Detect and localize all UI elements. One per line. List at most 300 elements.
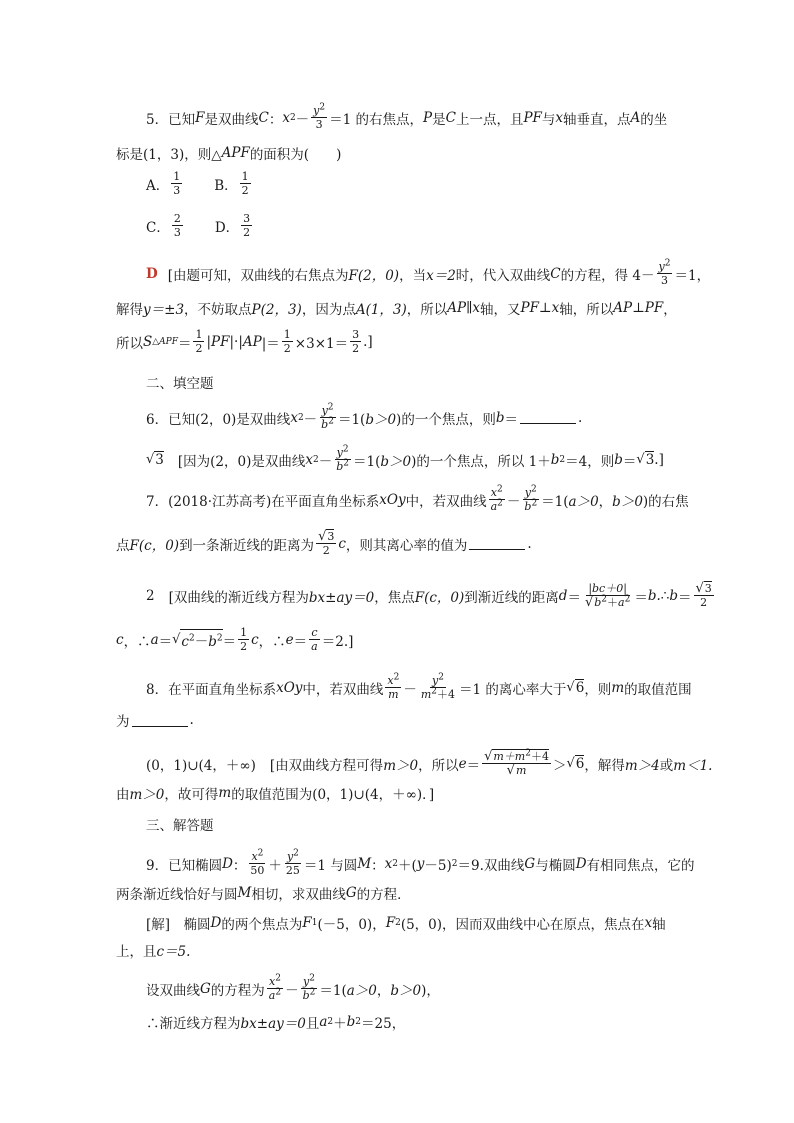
text: ＝4，则 (565, 453, 615, 470)
text: b＞0 (380, 453, 412, 470)
text: 是双曲线 (204, 111, 259, 128)
a6-line1: √ 3 [因为(2，0)是双曲线 x 2 － $\frac{y^2}{b^2}$ ＝1( b＞0 )的一个焦点，所以 1＋ b 2 ＝4，则 b ＝ √ 3 .] (146, 444, 664, 473)
fraction: $\frac{√3}{2}$ (318, 529, 335, 557)
text: ，故可得 (164, 787, 219, 803)
text: 与椭圆 (535, 857, 576, 874)
text: b (336, 460, 344, 473)
text: 2 (283, 342, 291, 355)
text: C (550, 265, 561, 282)
text: y (336, 446, 343, 459)
a9-line3 (146, 975, 440, 1002)
answer-blank (132, 714, 188, 727)
text: F(2，0) (348, 267, 400, 284)
text: 为 (116, 714, 130, 730)
text: 2 (216, 633, 223, 644)
text: 所以 (116, 335, 143, 352)
answer-letter: D (146, 265, 158, 282)
text: ＝1( (337, 411, 366, 428)
text: ＋ (268, 857, 282, 874)
option-d-label: D． (214, 219, 240, 236)
text: 3 (352, 328, 360, 341)
text: 3 (173, 184, 181, 197)
text: ，因为点 (301, 302, 356, 318)
text: a (319, 1014, 328, 1030)
text: [由题可知，双曲线的右焦点为 (167, 267, 349, 284)
text: ＝9.双曲线 (457, 857, 525, 874)
text: y (524, 486, 532, 499)
fraction (350, 328, 361, 355)
text: 2 (309, 987, 316, 998)
text: 2 (531, 498, 538, 509)
text: 2 (343, 458, 350, 469)
text: 2 (393, 672, 400, 683)
text: 9．已知椭圆 (146, 857, 223, 874)
text: 2 (496, 484, 503, 495)
text: 到渐近线的距离 (464, 589, 559, 606)
fraction: $\frac{√m+m^2+4}{√m}$ (484, 748, 549, 778)
text: 2 (275, 987, 282, 998)
a8-line2 (116, 783, 434, 803)
text: (－5，0)， (317, 917, 386, 933)
text: 与 (541, 111, 556, 128)
text: y (313, 104, 320, 117)
text: a (150, 631, 159, 648)
text: a (311, 640, 318, 653)
text: 2 (352, 342, 360, 355)
text: A (242, 333, 253, 350)
text: D (222, 855, 233, 872)
text: m＞4 (624, 757, 660, 774)
q8-line1: 8．在平面直角坐标系 xOy 中，若双曲线 $\frac{x^2}{m}$ － $\frac{y^2}{m^2+4}$ ＝1 的离心率大于 √ 6 ，则 m 的取值范围 (146, 672, 692, 701)
text: ＝1 与圆 (303, 857, 358, 874)
text: x (282, 109, 290, 126)
fraction (385, 674, 401, 701)
text: － (403, 681, 417, 698)
text: .] (654, 451, 664, 468)
text: e (458, 755, 467, 772)
text: 时，代入双曲线 (455, 267, 551, 284)
text: G (524, 855, 536, 872)
text: x (490, 486, 497, 499)
text: ＋4 (530, 750, 549, 763)
text: a (618, 596, 625, 609)
text: b (208, 634, 217, 650)
text: m (611, 679, 625, 696)
text: b (669, 587, 678, 604)
text: ＝1， (674, 267, 711, 284)
q6-line1: 6．已知(2，0)是双曲线 x 2 － $\frac{y^2}{b^2}$ ＝1( b＞0 )的一个焦点，则 b ＝ . (146, 402, 583, 431)
text: ＝ (293, 633, 308, 650)
a9-line2 (116, 940, 190, 960)
a7-line1 (146, 582, 716, 609)
text: . (189, 712, 194, 728)
text: 6 (575, 680, 585, 696)
text: . (527, 535, 532, 552)
text: 7．(2018·江苏高考)在平面直角坐标系 (146, 493, 380, 510)
text: 轴，又 (479, 302, 521, 318)
text: 上一点，且 (455, 111, 524, 128)
q5-options-ab (146, 170, 253, 197)
q7-line2 (116, 530, 532, 557)
fraction (319, 404, 336, 431)
text: － (506, 493, 521, 510)
text: )的右焦 (642, 493, 689, 510)
text: 25 (285, 864, 300, 877)
option-c-label: C． (146, 219, 170, 236)
text: ，焦点 (374, 589, 415, 606)
text: ，当 (399, 267, 427, 284)
text: 2 (431, 686, 438, 697)
text: b (346, 1014, 356, 1030)
text: b (302, 989, 310, 1002)
text: m (420, 688, 432, 701)
text: |bc＋0| (588, 582, 627, 595)
text: b＞0 (390, 982, 422, 999)
text: ，∴ (123, 633, 151, 650)
text: [因为(2，0)是双曲线 (177, 453, 306, 470)
text: 1 (240, 626, 248, 639)
text: ∴ (660, 587, 670, 604)
text: 1 (241, 170, 249, 183)
text: 3 (155, 452, 164, 468)
text: 的方程为 (210, 982, 265, 999)
text: 2 (319, 102, 326, 113)
text: x (555, 109, 564, 126)
text: (5，0) (400, 917, 443, 933)
text: ∴渐近线方程为 (146, 1016, 241, 1032)
text: G (345, 885, 357, 901)
text: c＝5. (156, 944, 191, 960)
text: m＞0 (383, 757, 419, 774)
text: PF (211, 333, 230, 350)
text: PF⊥x (520, 300, 560, 316)
q5-options-cd (146, 212, 254, 239)
text: c (116, 631, 124, 648)
text: M (357, 855, 372, 872)
fraction (309, 626, 320, 653)
text: ＝1( (541, 493, 569, 510)
text: bx±ay＝0 (308, 589, 375, 606)
text: 的取值范围 (624, 681, 692, 698)
a9-line1: [解] 椭圆 D 的两个焦点为 F 1 (－5，0)， F 2 (5，0) ，因而双曲线中心在原点，焦点在 x 轴 (146, 915, 666, 933)
text: 1 (195, 328, 203, 341)
text: c (338, 535, 346, 552)
text: x (387, 674, 394, 687)
text: )， (421, 982, 440, 999)
text: x (384, 855, 393, 872)
q9-line1: 9．已知椭圆 D ： $\frac{x^2}{50}$ ＋ $\frac{y^2}{25}$ ＝1 与圆 M ： x 2 ＋( y －5) 2 ＝9.双曲线 G 与椭圆 D 有相同焦点，它的 (146, 848, 695, 877)
text: －5) (424, 857, 452, 874)
text: b (524, 500, 532, 513)
text: D (575, 855, 587, 872)
a7-line2: c ，∴ a ＝ √ $c^2-b^2$ ＝ $\frac{1}{2}$ c ，∴ e ＝ $\frac{c}{a}$ ＝2.] (116, 626, 354, 653)
fraction (419, 674, 457, 701)
fraction (193, 328, 204, 355)
text: a＞0 (568, 493, 599, 510)
text: ×3×1＝ (294, 335, 349, 352)
text: ： (232, 857, 247, 874)
fraction (248, 850, 266, 877)
fraction (657, 260, 673, 287)
text: 3 (243, 212, 251, 225)
text: 标是(1，3)，则△ (116, 147, 222, 163)
text: ＝ (567, 589, 581, 606)
section-heading: 二、填空题 (146, 376, 214, 392)
text: 轴 (652, 917, 666, 933)
text: x＝2 (426, 267, 456, 284)
text: 3 (704, 582, 712, 595)
text: b (594, 596, 602, 609)
text: C (445, 109, 456, 126)
text: ＝ (634, 589, 648, 606)
text: ＋( (398, 857, 417, 874)
text: 的取值范围为(0，1)∪(4，＋∞)．] (231, 787, 435, 803)
text: ＝ (177, 335, 192, 352)
fraction: $\frac{√3}{2}$ (695, 581, 712, 609)
fraction (267, 975, 283, 1002)
text: 2 (173, 212, 181, 225)
text: )的一个焦点，则 (396, 411, 496, 428)
text: ： (371, 857, 385, 874)
text: y (658, 260, 665, 273)
text: P(2，3) (251, 302, 302, 318)
text: 的方程． (356, 887, 411, 903)
text: ， (598, 493, 613, 510)
text: F (302, 915, 312, 931)
text: 上，且 (116, 944, 157, 960)
text: 2 (243, 226, 251, 239)
text: － (285, 982, 299, 999)
text: 2 (525, 748, 531, 759)
text: c (181, 634, 189, 650)
text: d (558, 587, 568, 604)
text: ＝ (158, 633, 173, 650)
text: ＝1 的右焦点， (329, 111, 424, 128)
text: xOy (379, 491, 406, 508)
q9-line2 (116, 883, 411, 903)
text: [双曲线的渐近线方程为 (168, 589, 309, 606)
fraction (301, 975, 318, 1002)
text: 2 (601, 594, 608, 605)
text: F(c，0) (414, 589, 465, 606)
text: ＝1 的离心率大于 (459, 681, 567, 698)
text: m＋m (493, 750, 526, 763)
fraction: $\frac{|bc+0|}{√b^2+a^2}$ (584, 582, 631, 610)
text: )的一个焦点，所以 1＋ (411, 453, 551, 470)
text: 或 (659, 757, 674, 774)
fraction (284, 850, 302, 877)
a5-line1 (146, 260, 710, 287)
a5-line2 (116, 298, 677, 318)
a5-line3: 所以 S △APF ＝ $\frac{1}{2}$ | PF |·| A P |＝ $\frac{1}{2}$ ×3×1＝ $\frac{3}{2}$ .] (116, 328, 373, 355)
text: b＞0 (612, 493, 643, 510)
text: [解] (146, 917, 171, 933)
text: 8．在平面直角坐标系 (146, 681, 277, 698)
text: [由双曲线方程可得 (269, 757, 384, 774)
text: 3 (661, 274, 668, 287)
text: b＞0 (365, 411, 397, 428)
text: － (295, 111, 310, 128)
text: 到一条渐近线的距离为 (179, 537, 315, 554)
text: 的两个焦点为 (221, 917, 303, 933)
text: 2 (241, 184, 249, 197)
text: ＝ (622, 453, 637, 470)
text: AP⊥PF (613, 300, 664, 316)
text: b (614, 451, 623, 468)
text: 2 (624, 594, 631, 605)
option-a-label: A． (146, 177, 170, 194)
text: 2 (327, 402, 334, 413)
text: 的坐 (640, 111, 668, 128)
fraction (241, 212, 252, 239)
a9-line4: ∴渐近线方程为 bx±ay＝0 且 a 2 ＋ b 2 ＝25， (146, 1014, 406, 1032)
text: 有相同焦点，它的 (586, 857, 695, 874)
text: e (285, 631, 294, 648)
text: APF (221, 145, 250, 161)
text: c (311, 626, 318, 639)
text: ，所以 (418, 757, 459, 774)
fraction (489, 486, 505, 513)
text: ＝25， (361, 1016, 406, 1032)
text: 解得 (116, 302, 143, 318)
text: ，解得 (584, 757, 625, 774)
text: c (251, 631, 259, 648)
text: 的面积为( ) (249, 147, 342, 163)
text: 3 (315, 118, 323, 131)
text: ， (663, 302, 677, 318)
text: － (318, 453, 333, 470)
text: y (416, 855, 425, 872)
text: 3 (645, 452, 655, 468)
text: 2 (664, 258, 671, 269)
text: 6 (575, 756, 585, 772)
text: ，所以 (406, 302, 448, 318)
text: | (206, 333, 212, 350)
text: x (644, 915, 653, 931)
text: b. (647, 587, 661, 604)
text: 3 (173, 226, 181, 239)
text: m＜1. (673, 757, 713, 774)
text: a＞0 (346, 982, 377, 999)
text: 2 (275, 973, 281, 984)
text: F(c，0) (129, 537, 180, 554)
text: y (303, 975, 310, 988)
text: 设双曲线 (146, 982, 200, 999)
text: |·| (229, 333, 243, 350)
text: ＝ (466, 757, 481, 774)
text: y (431, 674, 439, 687)
fraction (172, 212, 183, 239)
text: x (268, 975, 276, 988)
text: .] (363, 333, 373, 350)
text: ＝ (678, 589, 692, 606)
text: ＞ (552, 757, 567, 774)
text: a (268, 989, 276, 1002)
text: 相切，求双曲线 (251, 887, 346, 903)
text: 50 (250, 864, 265, 877)
option-b-label: B． (214, 177, 238, 194)
text: b (321, 418, 329, 431)
text: F (195, 109, 205, 126)
text: AP∥x (447, 300, 480, 316)
a8-line1: (0，1)∪(4，＋∞) [由双曲线方程可得 m＞0 ，所以 e ＝ $\frac{√m+m^2+4}{√m}$ ＞ √ 6 ，解得 m＞4 或 m＜1. (146, 748, 713, 778)
text: S (143, 333, 153, 350)
text: 1 (173, 170, 181, 183)
text: 2 (309, 973, 315, 984)
text: 椭圆 (170, 917, 211, 933)
text: ，不妨取点 (184, 302, 252, 318)
text: m (218, 785, 232, 801)
fraction (334, 446, 351, 473)
q5-line1: 5．已知 F 是双曲线 C ： x 2 － $\frac{y^2}{3}$ ＝1 的右焦点， P 是 C 上一点，且 PF 与 x 轴垂直，点 A 的坐 (146, 102, 668, 131)
text: 2 (531, 484, 537, 495)
text: 两条渐近线恰好与圆 (116, 887, 238, 903)
text: 2 (700, 596, 708, 609)
fraction (171, 170, 182, 197)
text: D (210, 915, 222, 931)
text: bx±ay＝0 (240, 1016, 306, 1032)
text: 的方程，得 4－ (560, 267, 655, 284)
text: 5．已知 (146, 111, 196, 128)
text: 2 (240, 640, 248, 653)
text: 中，若双曲线 (405, 493, 487, 510)
text: y (321, 404, 328, 417)
text: (0，1)∪(4，＋∞) (146, 757, 256, 774)
q7-line1 (146, 486, 689, 513)
text: m＞0 (129, 787, 165, 803)
text: . (577, 409, 583, 426)
text: 2 (328, 416, 334, 427)
text: ，则其离心率的值为 (345, 537, 468, 554)
text: M (237, 885, 252, 901)
text: ，因而双曲线中心在原点，焦点在 (442, 917, 645, 933)
text: ， (376, 982, 391, 999)
text: 且 (305, 1016, 320, 1032)
text: 是 (432, 111, 446, 128)
text: ＝1( (353, 453, 381, 470)
text: 2 (342, 444, 349, 455)
text: ＝1( (319, 982, 347, 999)
text: F (385, 915, 396, 931)
text: ，则 (584, 681, 612, 698)
section-heading: 三、解答题 (146, 818, 214, 834)
text: 1 (283, 328, 291, 341)
text: 轴，所以 (559, 302, 614, 318)
text: ＝ (504, 411, 518, 428)
text: x (290, 409, 298, 426)
answer-blank (469, 537, 525, 550)
text: ＋4 (437, 688, 456, 701)
fraction (238, 626, 249, 653)
fraction (311, 104, 327, 131)
text: x (251, 850, 258, 863)
text: 点 (116, 537, 130, 554)
text: 由 (116, 787, 130, 803)
text: 轴垂直，点 (563, 111, 631, 128)
text: － (303, 411, 318, 428)
text: A(1，3) (355, 302, 407, 318)
q8-line2 (116, 710, 194, 730)
q5-line2 (116, 143, 341, 163)
text: b (550, 451, 560, 468)
text: a (490, 500, 498, 513)
answer-blank (520, 411, 576, 424)
text: ： (268, 111, 283, 128)
text: 2 (322, 544, 330, 557)
text: y (286, 850, 294, 863)
text: 中，若双曲线 (302, 681, 384, 698)
text: x (305, 451, 313, 468)
